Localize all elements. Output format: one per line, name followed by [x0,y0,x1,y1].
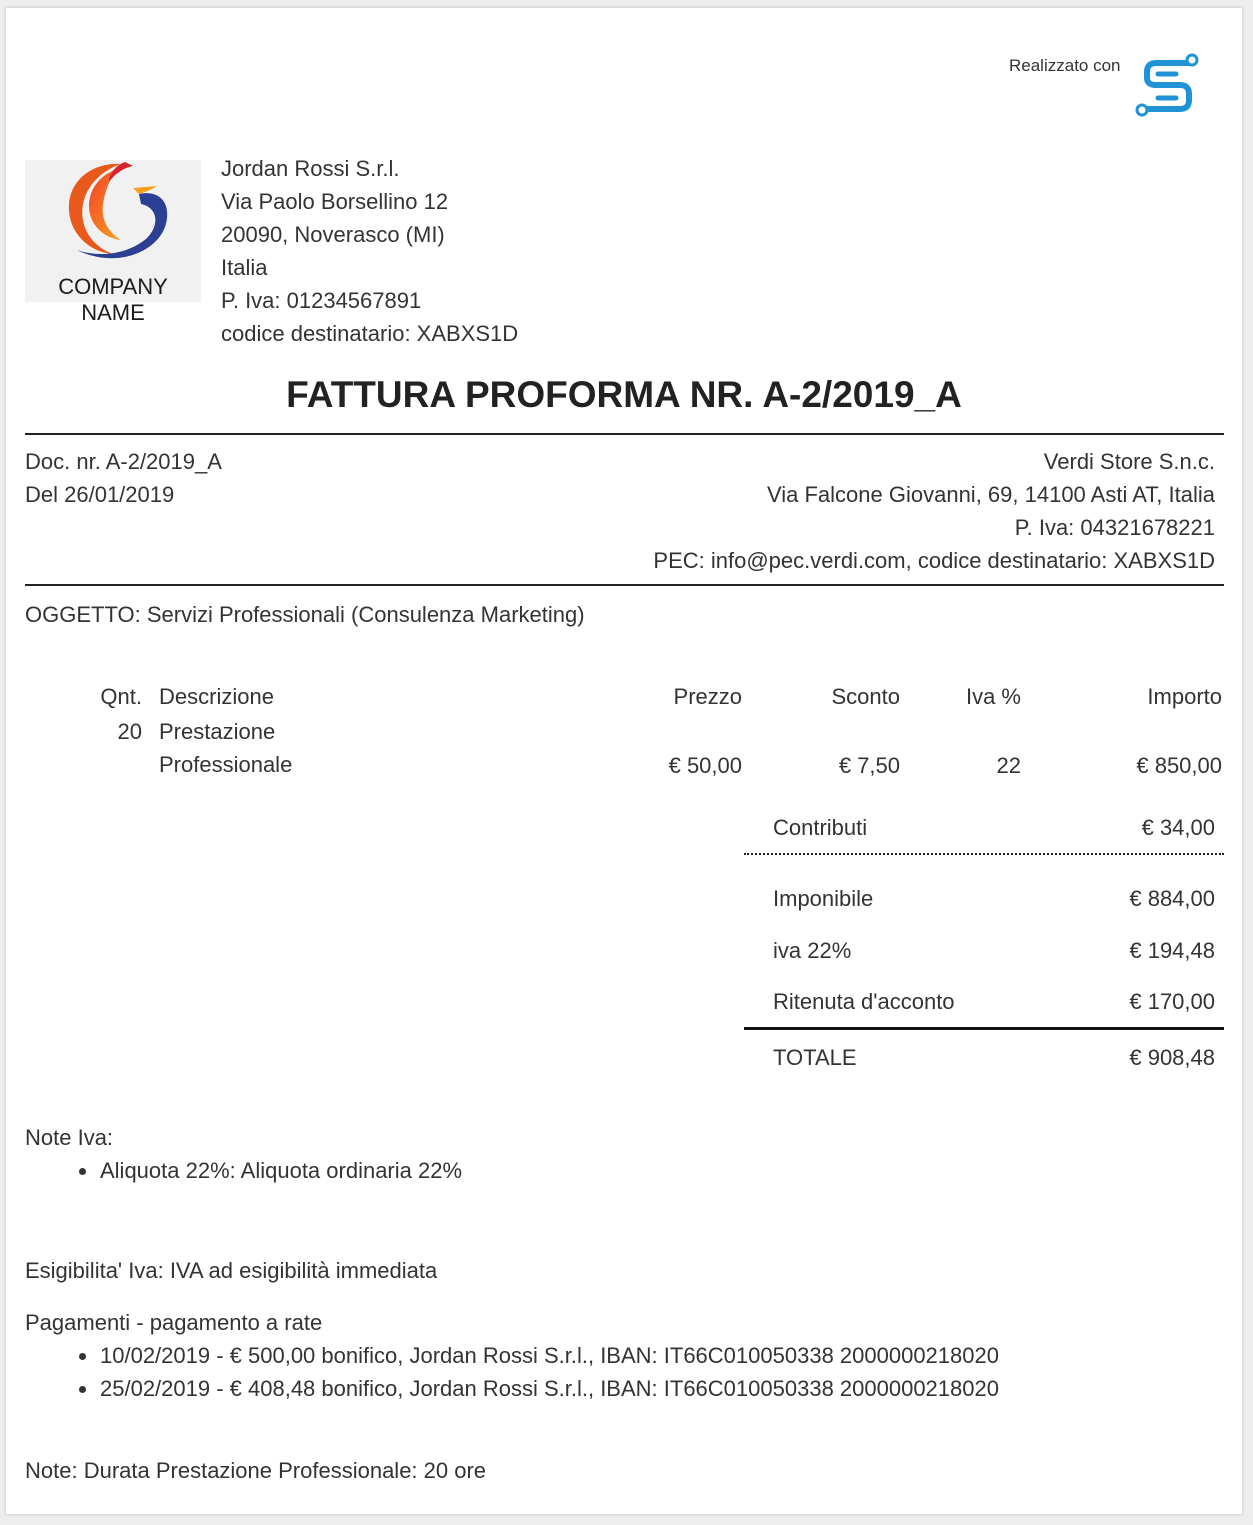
made-with-label: Realizzato con [1009,56,1121,75]
sender-country: Italia [221,255,268,280]
payments-list [25,1339,1175,1405]
list-item: 25/02/2019 - € 408,48 bonifico, Jordan Rossi S.r.l., IBAN: IT66C010050338 2000000218020 [25,1372,1175,1405]
sender-block [221,152,518,350]
col-discount-header: Sconto [831,684,900,709]
list-item: 10/02/2019 - € 500,00 bonifico, Jordan Rossi S.r.l., IBAN: IT66C010050338 2000000218020 [25,1339,1175,1372]
contributi-value: € 34,00 [1141,815,1215,840]
payments-title: Pagamenti - pagamento a rate [25,1310,323,1335]
doc-info [25,445,222,511]
s-circuit-logo-icon[interactable] [1134,52,1200,118]
doc-number: Doc. nr. A-2/2019_A [25,449,222,474]
invoice-sheet [6,8,1242,1514]
imponibile-value: € 884,00 [1129,886,1215,911]
sender-street: Via Paolo Borsellino 12 [221,189,449,214]
final-note: Note: Durata Prestazione Professionale: 20 ore [25,1458,487,1483]
row-desc-line2: Professionale [159,752,293,777]
divider-bottom [25,584,1224,586]
doc-date: Del 26/01/2019 [25,482,175,507]
vat-notes-title: Note Iva: [25,1125,114,1150]
iva-value: € 194,48 [1129,938,1215,963]
totale-value: € 908,48 [1129,1045,1215,1070]
list-item: Aliquota 22%: Aliquota ordinaria 22% [25,1154,1125,1187]
recipient-vat: P. Iva: 04321678221 [1014,515,1215,540]
sender-code: codice destinatario: XABXS1D [221,321,519,346]
ritenuta-label: Ritenuta d'acconto [773,989,955,1014]
payments [25,1306,1175,1405]
sender-vat: P. Iva: 01234567891 [221,288,422,313]
row-desc-line1: Prestazione [159,719,276,744]
contributi-label: Contributi [773,815,868,840]
vat-exigibility: Esigibilita' Iva: IVA ad esigibilità immediata [25,1258,438,1283]
col-qty-header: Qnt. [100,684,142,709]
recipient-block [653,445,1215,577]
company-logo-text: COMPANY NAME [58,274,168,325]
totale-label: TOTALE [773,1045,857,1070]
recipient-name: Verdi Store S.n.c. [1043,449,1215,474]
recipient-address: Via Falcone Giovanni, 69, 14100 Asti AT, Italia [766,482,1215,507]
invoice-title: FATTURA PROFORMA NR. A-2/2019_A [286,374,962,415]
subject: OGGETTO: Servizi Professionali (Consulenza Marketing) [25,602,585,627]
vat-notes [25,1121,1125,1187]
sender-city: 20090, Noverasco (MI) [221,222,445,247]
iva-label: iva 22% [773,938,852,963]
row-qty: 20 [117,719,142,744]
summary-dotted-divider [744,853,1224,855]
ritenuta-value: € 170,00 [1129,989,1215,1014]
row-amount: € 850,00 [1136,753,1222,778]
recipient-pec: PEC: info@pec.verdi.com, codice destinatario: XABXS1D [653,548,1215,573]
col-desc-header: Descrizione [159,684,274,709]
row-desc [159,715,292,781]
col-amount-header: Importo [1147,684,1222,709]
summary-total-divider [744,1027,1224,1030]
company-logo [25,160,201,325]
company-swirl-icon [25,160,201,272]
imponibile-label: Imponibile [773,886,874,911]
row-price: € 50,00 [668,753,742,778]
col-price-header: Prezzo [673,684,742,709]
divider-top [25,433,1224,435]
row-discount: € 7,50 [838,753,900,778]
vat-notes-list [25,1154,1125,1187]
col-vat-header: Iva % [965,684,1021,709]
row-vat: 22 [996,753,1021,778]
sender-name: Jordan Rossi S.r.l. [221,156,400,181]
